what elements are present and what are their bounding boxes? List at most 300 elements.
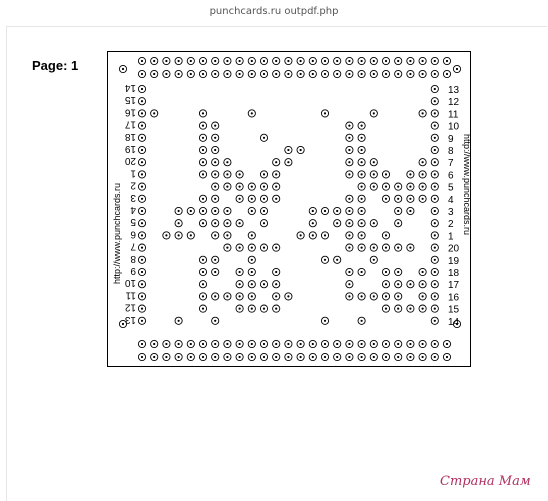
edge-hole [321,353,328,360]
edge-hole [151,70,158,77]
punch-hole [419,293,426,300]
punch-hole [224,183,231,190]
edge-hole [431,340,438,347]
punch-hole [260,171,267,178]
edge-hole [407,57,414,64]
punch-hole [175,220,182,227]
row-edge-hole [138,256,145,263]
edge-hole [273,353,280,360]
punch-hole [346,220,353,227]
row-number-right: 3 [448,207,454,218]
punch-hole [395,244,402,251]
punch-hole [260,183,267,190]
edge-hole [224,57,231,64]
row-edge-hole [431,256,438,263]
row-edge-hole [138,195,145,202]
row-edge-hole [138,207,145,214]
punch-hole [199,207,206,214]
row-edge-hole [431,232,438,239]
punch-hole [370,220,377,227]
edge-hole [407,353,414,360]
row-edge-hole [431,134,438,141]
punch-hole [273,195,280,202]
punch-hole [212,122,219,129]
row-edge-hole [138,159,145,166]
punch-hole [321,207,328,214]
row-edge-hole [138,134,145,141]
punch-hole [334,256,341,263]
edge-hole [138,70,145,77]
edge-hole [346,353,353,360]
edge-hole [285,70,292,77]
punch-hole [382,244,389,251]
row-number-right: 1 [448,231,454,243]
edge-hole [224,70,231,77]
punchcard-graphic [108,52,472,368]
url-label-left: http://www.punchcards.ru [112,182,122,284]
punch-hole [382,171,389,178]
edge-hole [187,340,194,347]
punch-hole [199,134,206,141]
row-edge-hole [431,183,438,190]
punch-hole [395,281,402,288]
punch-hole [370,183,377,190]
punch-hole [297,146,304,153]
punch-hole [236,281,243,288]
punch-hole [212,256,219,263]
edge-hole [260,70,267,77]
edge-hole [358,340,365,347]
punch-hole [151,110,158,117]
edge-hole [138,353,145,360]
edge-hole [163,340,170,347]
punch-hole [358,244,365,251]
punch-hole [309,220,316,227]
punch-hole [260,134,267,141]
edge-hole [236,57,243,64]
punch-hole [395,183,402,190]
row-edge-hole [431,159,438,166]
row-number-left: 12 [124,301,136,313]
edge-hole [248,340,255,347]
edge-hole [334,353,341,360]
punch-hole [248,244,255,251]
edge-hole [346,70,353,77]
edge-hole [248,70,255,77]
punch-hole [248,232,255,239]
edge-hole [285,340,292,347]
edge-hole [382,353,389,360]
edge-hole [334,57,341,64]
edge-hole [407,70,414,77]
punch-hole [236,220,243,227]
edge-hole [175,353,182,360]
punch-hole [407,244,414,251]
punch-hole [346,244,353,251]
row-number-left: 2 [130,179,136,191]
row-number-left: 18 [124,130,136,142]
punch-hole [358,159,365,166]
edge-hole [260,57,267,64]
punch-hole [187,207,194,214]
edge-hole [187,57,194,64]
edge-hole [334,70,341,77]
punch-hole [175,232,182,239]
punch-hole [370,110,377,117]
row-edge-hole [431,281,438,288]
row-number-right: 6 [448,170,454,182]
edge-hole [285,353,292,360]
row-number-right: 14 [448,316,460,328]
row-edge-hole [138,220,145,227]
punch-hole [358,293,365,300]
edge-hole [260,340,267,347]
punch-hole [358,220,365,227]
punch-hole [395,207,402,214]
punch-hole [236,171,243,178]
row-number-right: 15 [448,304,460,316]
punch-hole [334,207,341,214]
punch-hole [199,122,206,129]
punch-hole [212,317,219,324]
edge-hole [395,353,402,360]
row-number-left: 1 [130,167,136,179]
punch-hole [358,122,365,129]
punch-hole [346,293,353,300]
edge-hole [358,70,365,77]
punch-hole [285,293,292,300]
punch-hole [212,195,219,202]
punch-hole [346,146,353,153]
edge-hole [419,70,426,77]
row-number-right: 7 [448,158,454,170]
row-number-right: 10 [448,121,460,133]
punch-hole [358,146,365,153]
punch-hole [224,232,231,239]
punch-hole [199,293,206,300]
row-edge-hole [431,220,438,227]
edge-hole [151,340,158,347]
punch-hole [407,305,414,312]
edge-hole [309,340,316,347]
edge-hole [273,57,280,64]
edge-hole [260,353,267,360]
punch-hole [382,293,389,300]
punch-hole [346,268,353,275]
row-number-left: 16 [124,106,136,118]
punch-hole [395,305,402,312]
punch-hole [370,293,377,300]
punch-hole [248,268,255,275]
edge-hole [236,353,243,360]
edge-hole [248,353,255,360]
edge-hole [163,353,170,360]
row-number-right: 2 [448,219,454,231]
edge-hole [199,70,206,77]
edge-hole [395,340,402,347]
punch-hole [199,110,206,117]
edge-hole [248,57,255,64]
punch-hole [273,268,280,275]
punch-hole [260,195,267,202]
edge-hole [419,57,426,64]
edge-hole [431,353,438,360]
punch-hole [248,195,255,202]
punch-hole [407,195,414,202]
punch-hole [199,256,206,263]
corner-hole [119,65,126,72]
punch-hole [358,268,365,275]
punch-hole [199,146,206,153]
edge-hole [443,340,450,347]
edge-hole [419,353,426,360]
row-edge-hole [138,293,145,300]
edge-hole [370,70,377,77]
punch-hole [224,159,231,166]
edge-hole [321,57,328,64]
punch-hole [358,207,365,214]
row-edge-hole [138,183,145,190]
row-number-left: 19 [124,143,136,154]
edge-hole [151,353,158,360]
punch-hole [175,207,182,214]
edge-hole [395,70,402,77]
punch-hole [419,110,426,117]
punch-hole [346,122,353,129]
punch-hole [358,183,365,190]
punch-hole [248,110,255,117]
row-edge-hole [138,85,145,92]
punch-hole [297,232,304,239]
punch-hole [199,268,206,275]
punch-hole [382,281,389,288]
row-edge-hole [431,305,438,312]
page-label: Page: 1 [32,58,79,73]
browser-title: punchcards.ru outpdf.php [209,6,339,17]
punch-hole [321,232,328,239]
row-number-right: 17 [448,280,460,292]
row-number-right: 11 [448,109,459,121]
punch-hole [248,281,255,288]
punch-hole [260,305,267,312]
punch-hole [382,183,389,190]
row-number-right: 18 [448,268,460,279]
edge-hole [309,57,316,64]
punch-hole [419,159,426,166]
edge-hole [297,353,304,360]
punch-hole [321,256,328,263]
punch-hole [260,281,267,288]
edge-hole [443,70,450,77]
punch-hole [382,232,389,239]
punch-hole [199,171,206,178]
edge-hole [236,70,243,77]
row-edge-hole [138,98,145,105]
punch-hole [273,183,280,190]
edge-hole [297,57,304,64]
row-number-left: 3 [130,191,136,203]
edge-hole [309,353,316,360]
punch-hole [407,171,414,178]
edge-hole [187,70,194,77]
punch-hole [285,159,292,166]
edge-hole [346,57,353,64]
punch-hole [236,195,243,202]
punch-hole [370,256,377,263]
punch-hole [212,220,219,227]
row-edge-hole [138,244,145,251]
row-number-left: 14 [124,82,136,93]
punch-hole [212,268,219,275]
punch-hole [199,159,206,166]
punch-hole [260,220,267,227]
edge-hole [199,57,206,64]
edge-hole [199,353,206,360]
punch-hole [346,232,353,239]
row-edge-hole [431,207,438,214]
edge-hole [370,57,377,64]
row-edge-hole [138,110,145,117]
edge-hole [395,57,402,64]
edge-hole [370,353,377,360]
punch-hole [175,317,182,324]
punch-hole [395,268,402,275]
edge-hole [285,57,292,64]
edge-hole [187,353,194,360]
row-edge-hole [431,195,438,202]
punch-hole [212,134,219,141]
punch-hole [407,183,414,190]
row-edge-hole [138,317,145,324]
punch-hole [212,159,219,166]
punch-hole [346,207,353,214]
row-edge-hole [431,244,438,251]
edge-hole [163,70,170,77]
punch-hole [224,244,231,251]
edge-hole [370,340,377,347]
punch-hole [273,159,280,166]
punch-hole [187,232,194,239]
punch-hole [407,207,414,214]
edge-hole [175,70,182,77]
punch-hole [407,281,414,288]
punch-hole [273,171,280,178]
punch-hole [273,305,280,312]
punch-hole [224,171,231,178]
edge-hole [151,57,158,64]
edge-hole [212,70,219,77]
punch-hole [273,293,280,300]
edge-hole [224,353,231,360]
punch-hole [370,244,377,251]
punch-hole [358,232,365,239]
row-number-left: 17 [124,118,136,130]
row-number-right: 20 [448,243,460,255]
row-number-right: 19 [448,255,460,267]
edge-hole [382,57,389,64]
punch-hole [358,195,365,202]
edge-hole [138,57,145,64]
edge-hole [334,340,341,347]
row-number-left: 10 [124,277,136,289]
row-edge-hole [138,268,145,275]
punch-hole [346,281,353,288]
row-number-left: 20 [124,155,136,167]
row-number-left: 4 [130,204,136,215]
edge-hole [382,70,389,77]
punch-hole [346,195,353,202]
punch-hole [358,317,365,324]
edge-hole [443,353,450,360]
punch-hole [382,268,389,275]
url-label-right: http://www.punchcards.ru [462,134,472,236]
edge-hole [138,340,145,347]
punch-hole [382,305,389,312]
edge-hole [273,340,280,347]
punch-hole [370,171,377,178]
punch-hole [395,293,402,300]
punch-hole [395,220,402,227]
edge-hole [443,57,450,64]
edge-hole [309,70,316,77]
edge-hole [273,70,280,77]
row-edge-hole [431,146,438,153]
row-number-right: 13 [448,85,460,96]
punch-hole [236,293,243,300]
punch-hole [212,232,219,239]
punch-hole [236,268,243,275]
punch-hole [309,232,316,239]
row-number-left: 7 [130,240,136,252]
row-edge-hole [138,281,145,288]
row-number-left: 9 [130,265,136,276]
row-number-left: 5 [130,216,136,228]
punch-hole [419,183,426,190]
watermark-text: Страна Мам [440,474,531,489]
punch-hole [199,305,206,312]
row-edge-hole [431,85,438,92]
punch-hole [212,183,219,190]
punch-hole [395,195,402,202]
punch-hole [321,110,328,117]
punch-hole [199,195,206,202]
edge-hole [382,340,389,347]
punch-hole [260,207,267,214]
edge-hole [199,340,206,347]
row-edge-hole [138,146,145,153]
row-edge-hole [431,98,438,105]
punch-hole [236,183,243,190]
punch-hole [358,171,365,178]
punch-hole [309,207,316,214]
punch-hole [212,293,219,300]
edge-hole [212,353,219,360]
edge-hole [431,70,438,77]
edge-hole [297,340,304,347]
edge-hole [212,57,219,64]
punch-hole [273,281,280,288]
punch-hole [346,171,353,178]
punch-hole [419,281,426,288]
row-number-right: 4 [448,194,454,206]
punch-hole [236,244,243,251]
edge-hole [346,340,353,347]
punch-hole [248,183,255,190]
row-number-right: 5 [448,182,454,194]
row-number-left: 11 [125,289,136,301]
row-edge-hole [431,122,438,129]
row-edge-hole [431,293,438,300]
